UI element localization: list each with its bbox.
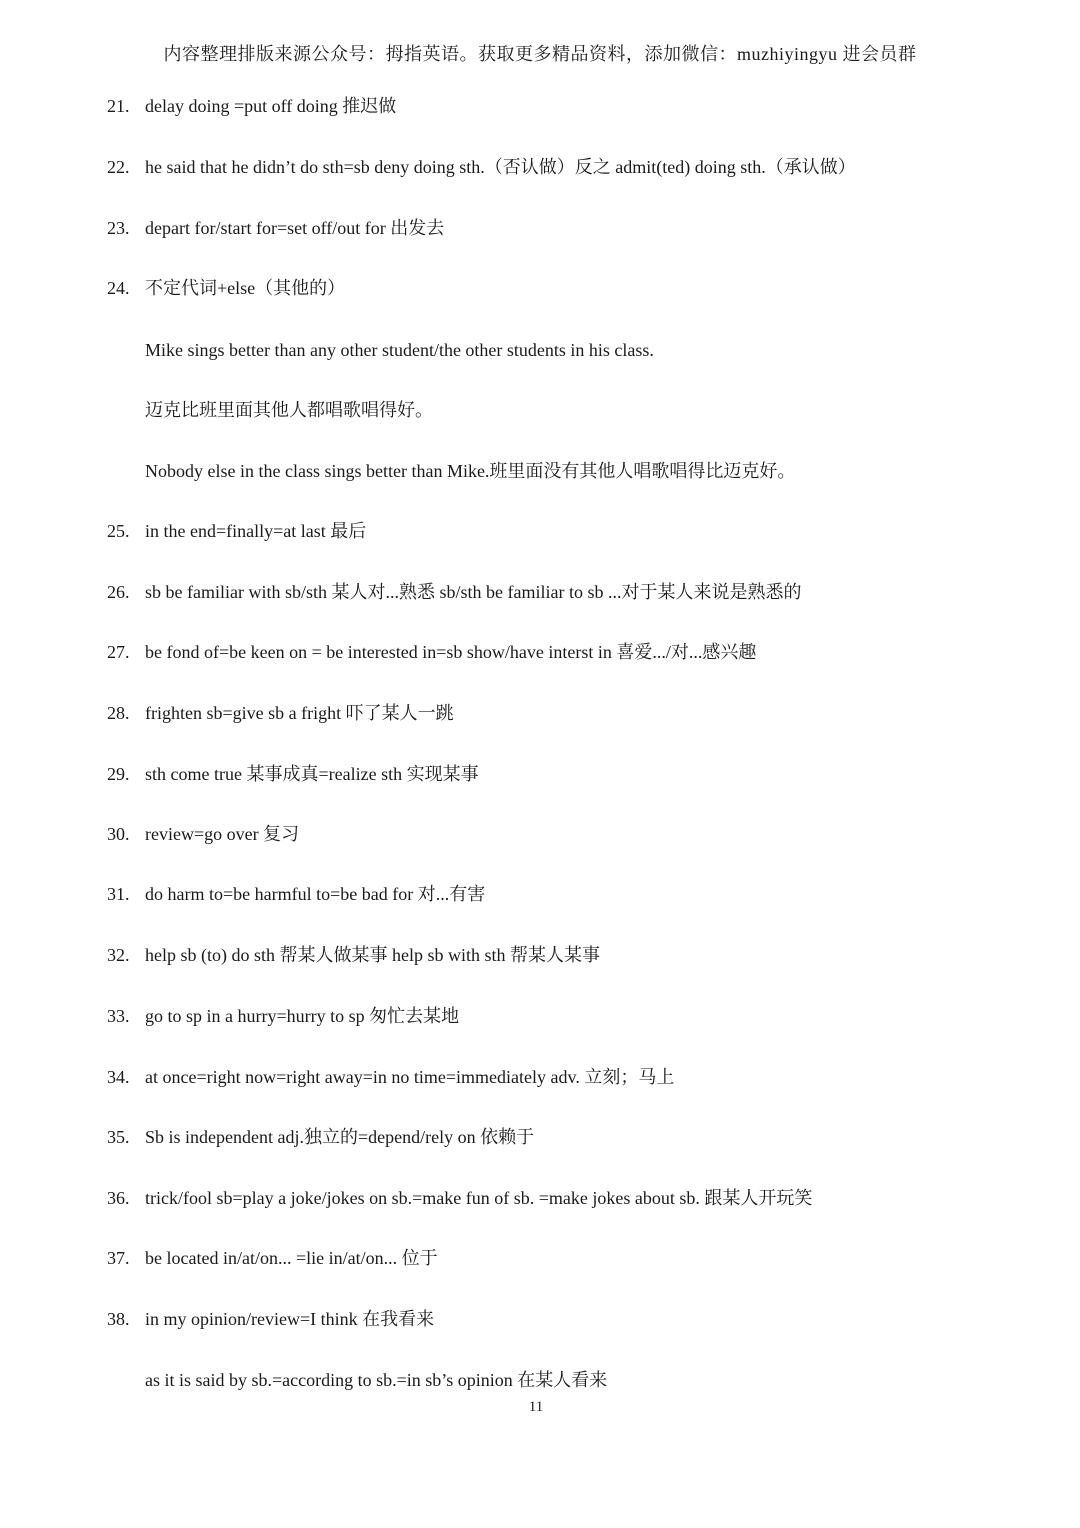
entry-text: delay doing =put off doing 推迟做 xyxy=(145,96,397,116)
entry-number: 24. xyxy=(107,278,130,298)
entry-text: as it is said by sb.=according to sb.=in sb’s opinion 在某人看来 xyxy=(145,1370,608,1390)
page-header: 内容整理排版来源公众号：拇指英语。获取更多精品资料，添加微信：muzhiyingyu 进会员群 xyxy=(163,44,917,64)
entry-number: 32. xyxy=(107,945,130,965)
entry-text: be located in/at/on... =lie in/at/on... 位于 xyxy=(145,1248,438,1268)
entry-text: Sb is independent adj.独立的=depend/rely on 依赖于 xyxy=(145,1127,535,1147)
entry-number: 33. xyxy=(107,1006,130,1026)
entry-text: sth come true 某事成真=realize sth 实现某事 xyxy=(145,764,479,784)
entry-number: 36. xyxy=(107,1188,130,1208)
entry-number: 22. xyxy=(107,157,130,177)
entry-text: frighten sb=give sb a fright 吓了某人一跳 xyxy=(145,703,454,723)
entry-number: 21. xyxy=(107,96,130,116)
entry-number: 34. xyxy=(107,1067,130,1087)
entry-text: trick/fool sb=play a joke/jokes on sb.=make fun of sb. =make jokes about sb. 跟某人开玩笑 xyxy=(145,1188,813,1208)
entry-text: Nobody else in the class sings better than Mike.班里面没有其他人唱歌唱得比迈克好。 xyxy=(145,461,796,481)
entry-number: 38. xyxy=(107,1309,130,1329)
entry-text: help sb (to) do sth 帮某人做某事 help sb with sth 帮某人某事 xyxy=(145,945,600,965)
entry-text: in the end=finally=at last 最后 xyxy=(145,521,367,541)
entry-text: be fond of=be keen on = be interested in=sb show/have interst in 喜爱.../对...感兴趣 xyxy=(145,642,757,662)
entry-text: review=go over 复习 xyxy=(145,824,300,844)
entry-number: 28. xyxy=(107,703,130,723)
entry-number: 23. xyxy=(107,218,130,238)
entry-number: 35. xyxy=(107,1127,130,1147)
entry-number: 26. xyxy=(107,582,130,602)
entry-number: 27. xyxy=(107,642,130,662)
entry-number: 37. xyxy=(107,1248,130,1268)
entry-text: sb be familiar with sb/sth 某人对...熟悉 sb/sth be familiar to sb ...对于某人来说是熟悉的 xyxy=(145,582,802,602)
entry-text: at once=right now=right away=in no time=immediately adv. 立刻；马上 xyxy=(145,1067,675,1087)
entry-text: depart for/start for=set off/out for 出发去 xyxy=(145,218,445,238)
entry-number: 29. xyxy=(107,764,130,784)
entry-text: in my opinion/review=I think 在我看来 xyxy=(145,1309,435,1329)
entry-text: 迈克比班里面其他人都唱歌唱得好。 xyxy=(145,400,433,420)
entry-text: go to sp in a hurry=hurry to sp 匆忙去某地 xyxy=(145,1006,460,1026)
entry-text: 不定代词+else（其他的） xyxy=(145,278,346,298)
entry-text: Mike sings better than any other student/the other students in his class. xyxy=(145,340,654,360)
entry-text: he said that he didn’t do sth=sb deny doing sth.（否认做）反之 admit(ted) doing sth.（承认做） xyxy=(145,157,856,177)
page-number: 11 xyxy=(528,1399,544,1415)
entry-number: 30. xyxy=(107,824,130,844)
entry-number: 31. xyxy=(107,884,130,904)
entry-number: 25. xyxy=(107,521,130,541)
entry-text: do harm to=be harmful to=be bad for 对...有害 xyxy=(145,884,486,904)
